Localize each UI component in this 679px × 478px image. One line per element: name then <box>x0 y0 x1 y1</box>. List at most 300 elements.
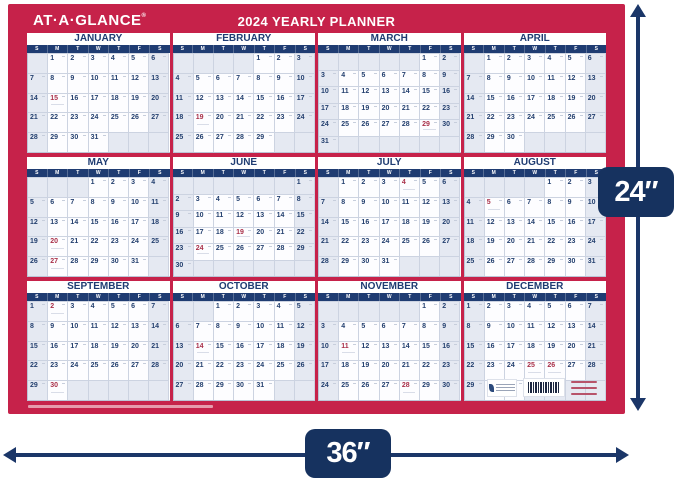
date-cell <box>295 132 315 152</box>
date-cell <box>194 93 214 113</box>
date-number: 29 <box>422 121 430 128</box>
date-number: 18 <box>527 342 535 350</box>
date-cell <box>295 360 315 380</box>
date-number: 6 <box>50 198 55 206</box>
date-cell <box>319 119 339 136</box>
date-number: 17 <box>70 342 79 350</box>
date-number: 14 <box>466 94 475 102</box>
date-cell <box>545 112 565 132</box>
date-cell <box>545 236 565 256</box>
date-number: 17 <box>506 342 515 350</box>
weekday-label: S <box>464 45 485 53</box>
date-cell <box>234 73 254 93</box>
weekday-label: T <box>68 169 89 177</box>
date-cell <box>109 73 129 93</box>
date-number: 11 <box>90 322 99 330</box>
date-number: 6 <box>175 322 180 330</box>
date-number: 24 <box>527 114 535 122</box>
date-cell <box>440 380 460 400</box>
date-number: 20 <box>215 114 224 122</box>
date-cell <box>234 112 254 132</box>
date-number: 6 <box>567 303 572 310</box>
arrow-right-icon <box>616 447 629 463</box>
date-cell <box>505 256 525 276</box>
date-number: 16 <box>70 94 79 102</box>
date-number: 29 <box>547 258 556 266</box>
date-cell <box>194 227 214 244</box>
date-cell <box>465 321 485 341</box>
date-cell <box>545 73 565 93</box>
weekday-label: W <box>380 293 401 301</box>
date-number: 17 <box>131 218 139 226</box>
date-cell <box>586 93 606 113</box>
date-cell <box>295 93 315 113</box>
date-number: 7 <box>236 74 241 82</box>
date-cell <box>174 380 194 400</box>
date-cell <box>339 103 359 120</box>
date-cell <box>89 341 109 361</box>
date-number: 1 <box>422 55 426 62</box>
date-cell <box>48 112 68 132</box>
date-cell <box>339 53 359 70</box>
date-cell <box>485 177 505 197</box>
date-number: 9 <box>175 212 180 219</box>
date-number: 25 <box>151 238 160 246</box>
date-number: 25 <box>215 245 224 252</box>
date-number: 23 <box>567 238 576 246</box>
date-cell <box>339 217 359 237</box>
date-number: 1 <box>341 179 346 186</box>
date-number: 9 <box>486 322 491 330</box>
date-cell <box>319 217 339 237</box>
date-cell <box>275 53 295 73</box>
date-cell <box>149 73 169 93</box>
date-cell <box>295 53 315 73</box>
month-january <box>27 33 170 153</box>
date-grid <box>173 53 316 153</box>
print-marks <box>487 377 597 398</box>
date-number: 19 <box>296 342 305 350</box>
date-cell <box>109 236 129 256</box>
date-cell <box>129 341 149 361</box>
date-cell <box>505 301 525 321</box>
date-cell <box>194 73 214 93</box>
date-cell <box>505 217 525 237</box>
weekday-header <box>464 293 607 301</box>
date-cell <box>214 260 234 277</box>
date-cell <box>440 360 460 380</box>
date-cell <box>48 360 68 380</box>
weekday-label: S <box>173 169 194 177</box>
date-cell <box>28 380 48 400</box>
date-cell <box>234 53 254 73</box>
date-number: 11 <box>110 74 119 82</box>
date-cell <box>129 177 149 197</box>
weekday-label: W <box>234 45 255 53</box>
date-cell <box>254 194 274 211</box>
date-number: 12 <box>296 322 305 330</box>
date-cell <box>465 132 485 152</box>
date-cell <box>174 243 194 260</box>
weekday-label: T <box>214 293 235 301</box>
date-number: 9 <box>110 198 115 206</box>
weekday-label: S <box>449 294 453 300</box>
date-cell <box>68 197 88 217</box>
date-number: 16 <box>50 342 58 350</box>
date-number: 28 <box>151 362 160 370</box>
weekday-header <box>27 169 170 177</box>
date-cell <box>194 194 214 211</box>
date-cell <box>545 53 565 73</box>
date-number: 25 <box>466 258 475 266</box>
date-number: 26 <box>296 362 305 370</box>
date-number: 20 <box>131 342 139 350</box>
date-cell <box>380 53 400 70</box>
date-cell <box>214 380 234 400</box>
weekday-label: M <box>339 45 360 53</box>
date-number: 18 <box>110 94 119 102</box>
month-september <box>27 281 170 401</box>
month-title: APRIL <box>464 33 607 45</box>
date-number: 11 <box>175 94 183 102</box>
date-number: 12 <box>422 198 430 206</box>
date-cell <box>68 53 88 73</box>
date-cell <box>68 360 88 380</box>
date-cell <box>505 53 525 73</box>
date-number: 28 <box>70 258 79 266</box>
date-cell <box>129 217 149 237</box>
date-cell <box>505 112 525 132</box>
date-number: 18 <box>466 238 475 246</box>
date-number: 7 <box>527 198 532 206</box>
date-number: 27 <box>442 238 451 246</box>
date-number: 29 <box>341 258 349 266</box>
date-cell <box>194 341 214 361</box>
date-cell <box>48 380 68 400</box>
date-cell <box>485 341 505 361</box>
date-number: 6 <box>381 322 386 330</box>
date-grid <box>173 177 316 277</box>
date-number: 8 <box>422 71 426 79</box>
month-october <box>173 281 316 401</box>
date-number: 3 <box>321 71 325 79</box>
weekday-header <box>27 45 170 53</box>
copyright-smudge <box>28 405 213 408</box>
date-cell <box>420 380 440 400</box>
date-cell <box>359 103 379 120</box>
date-cell <box>234 243 254 260</box>
date-cell <box>420 360 440 380</box>
date-cell <box>48 301 68 321</box>
date-cell <box>174 93 194 113</box>
date-number: 28 <box>195 382 204 390</box>
date-number: 15 <box>215 342 224 350</box>
weekday-label: M <box>193 293 214 301</box>
date-cell <box>129 360 149 380</box>
date-number: 8 <box>50 74 55 82</box>
weekday-label: M <box>48 293 69 301</box>
date-number: 22 <box>30 362 38 370</box>
date-number: 24 <box>131 238 139 246</box>
date-number: 21 <box>195 362 204 370</box>
date-cell <box>380 360 400 380</box>
weekday-label: W <box>234 169 255 177</box>
date-number: 5 <box>296 303 301 310</box>
date-number: 5 <box>131 55 135 62</box>
date-cell <box>420 236 440 256</box>
date-cell <box>465 341 485 361</box>
date-cell <box>109 53 129 73</box>
date-number: 24 <box>321 382 329 390</box>
date-cell <box>28 217 48 237</box>
date-cell <box>319 53 339 70</box>
weekday-label: S <box>27 293 48 301</box>
date-number: 3 <box>587 179 592 186</box>
date-cell <box>28 197 48 217</box>
month-title: MAY <box>27 157 170 169</box>
date-number: 13 <box>151 74 160 82</box>
weekday-label: S <box>594 170 598 176</box>
date-cell <box>68 301 88 321</box>
date-number: 13 <box>215 94 224 102</box>
weekday-label: T <box>109 293 130 301</box>
date-cell <box>234 260 254 277</box>
weekday-label: W <box>380 169 401 177</box>
date-number: 23 <box>110 238 119 246</box>
date-cell <box>505 73 525 93</box>
weekday-label: T <box>505 169 526 177</box>
date-number: 29 <box>90 258 99 266</box>
date-cell <box>339 86 359 103</box>
date-cell <box>275 177 295 194</box>
weekday-header <box>27 293 170 301</box>
date-number: 4 <box>341 71 346 79</box>
date-cell <box>254 227 274 244</box>
date-number: 3 <box>70 303 75 310</box>
date-number: 20 <box>587 94 596 102</box>
weekday-label: S <box>27 45 48 53</box>
date-number: 22 <box>422 104 430 112</box>
date-number: 10 <box>321 88 329 95</box>
date-cell <box>339 321 359 341</box>
date-cell <box>28 93 48 113</box>
planner-title: 2024 YEARLY PLANNER <box>237 14 396 29</box>
date-cell <box>485 321 505 341</box>
date-number: 19 <box>422 218 430 226</box>
date-cell <box>149 53 169 73</box>
weekday-label: T <box>505 45 526 53</box>
date-number: 1 <box>90 179 95 186</box>
date-number: 5 <box>422 179 426 186</box>
date-cell <box>566 217 586 237</box>
weekday-label: T <box>359 293 380 301</box>
date-cell <box>525 197 545 217</box>
date-cell <box>566 236 586 256</box>
date-number: 16 <box>442 88 451 95</box>
date-cell <box>109 217 129 237</box>
date-number: 18 <box>401 218 410 226</box>
date-cell <box>194 53 214 73</box>
date-number: 18 <box>175 114 184 122</box>
date-cell <box>380 217 400 237</box>
weekday-label: T <box>546 293 567 301</box>
date-number: 30 <box>175 261 184 269</box>
registered-mark: ® <box>141 13 147 19</box>
date-number: 30 <box>110 258 119 266</box>
date-number: 14 <box>151 322 160 330</box>
date-cell <box>319 197 339 217</box>
date-cell <box>380 256 400 276</box>
date-cell <box>566 73 586 93</box>
date-cell <box>109 197 129 217</box>
date-cell <box>319 103 339 120</box>
date-number: 22 <box>215 362 224 370</box>
date-cell <box>420 136 440 153</box>
date-cell <box>440 236 460 256</box>
date-cell <box>214 132 234 152</box>
date-number: 30 <box>567 258 576 266</box>
date-cell <box>380 119 400 136</box>
date-cell <box>254 210 274 227</box>
date-number: 23 <box>70 114 79 122</box>
date-number: 6 <box>131 303 135 310</box>
date-number: 22 <box>296 228 305 236</box>
date-cell <box>194 321 214 341</box>
date-number: 12 <box>486 218 495 226</box>
date-number: 16 <box>442 342 451 350</box>
date-cell <box>89 321 109 341</box>
date-cell <box>129 53 149 73</box>
date-cell <box>319 321 339 341</box>
date-cell <box>400 70 420 87</box>
date-cell <box>275 321 295 341</box>
date-grid <box>173 301 316 401</box>
date-cell <box>48 217 68 237</box>
date-cell <box>566 93 586 113</box>
date-cell <box>48 177 68 197</box>
date-cell <box>295 321 315 341</box>
date-number: 27 <box>175 382 184 390</box>
date-cell <box>109 256 129 276</box>
date-number: 5 <box>486 198 491 206</box>
date-number: 12 <box>110 322 119 330</box>
weekday-label: W <box>89 45 110 53</box>
date-cell <box>48 236 68 256</box>
date-number: 17 <box>321 362 329 370</box>
date-number: 30 <box>506 134 515 142</box>
date-number: 2 <box>567 179 572 186</box>
date-cell <box>89 197 109 217</box>
date-cell <box>400 53 420 70</box>
date-cell <box>295 112 315 132</box>
date-number: 30 <box>361 258 370 266</box>
date-number: 12 <box>131 74 139 82</box>
date-number: 12 <box>567 74 576 82</box>
date-cell <box>129 197 149 217</box>
date-cell <box>400 341 420 361</box>
date-cell <box>440 53 460 70</box>
date-cell <box>28 321 48 341</box>
weekday-label: M <box>48 45 69 53</box>
date-number: 14 <box>587 322 596 330</box>
date-cell <box>485 73 505 93</box>
date-cell <box>319 177 339 197</box>
date-number: 24 <box>381 238 390 246</box>
date-number: 11 <box>527 322 535 330</box>
date-number: 27 <box>567 362 576 370</box>
date-cell <box>319 360 339 380</box>
date-cell <box>586 217 606 237</box>
date-number: 11 <box>401 198 410 206</box>
date-cell <box>485 197 505 217</box>
date-number: 31 <box>321 137 329 145</box>
date-cell <box>295 227 315 244</box>
date-cell <box>440 217 460 237</box>
date-cell <box>440 177 460 197</box>
date-number: 1 <box>256 55 261 62</box>
date-number: 10 <box>381 198 390 206</box>
weekday-header <box>318 169 461 177</box>
date-number: 23 <box>442 362 451 370</box>
date-cell <box>440 197 460 217</box>
date-number: 29 <box>256 134 265 142</box>
weekday-label: S <box>173 293 194 301</box>
date-cell <box>109 112 129 132</box>
month-title: MARCH <box>318 33 461 45</box>
month-title: JULY <box>318 157 461 169</box>
date-number: 7 <box>30 74 34 82</box>
date-number: 24 <box>256 362 265 370</box>
date-cell <box>48 132 68 152</box>
date-number: 23 <box>175 245 184 252</box>
weekday-label: F <box>421 45 442 53</box>
date-cell <box>566 341 586 361</box>
date-number: 25 <box>547 114 556 122</box>
date-number: 28 <box>587 362 596 370</box>
weekday-label: F <box>421 293 442 301</box>
date-number: 23 <box>506 114 515 122</box>
date-number: 12 <box>195 94 204 102</box>
date-cell <box>214 341 234 361</box>
date-cell <box>420 177 440 197</box>
date-number: 8 <box>341 198 346 206</box>
month-june <box>173 157 316 277</box>
date-number: 9 <box>50 322 55 330</box>
date-cell <box>275 112 295 132</box>
date-cell <box>319 236 339 256</box>
date-cell <box>68 177 88 197</box>
date-cell <box>465 256 485 276</box>
date-number: 10 <box>506 322 515 330</box>
month-title: JANUARY <box>27 33 170 45</box>
month-november <box>318 281 461 401</box>
date-number: 15 <box>341 218 349 226</box>
date-number: 7 <box>321 198 325 206</box>
date-number: 10 <box>587 198 596 206</box>
date-cell <box>109 93 129 113</box>
date-cell <box>359 380 379 400</box>
date-number: 22 <box>50 114 58 122</box>
date-number: 4 <box>341 322 346 330</box>
date-cell <box>89 236 109 256</box>
date-cell <box>254 360 274 380</box>
date-cell <box>295 177 315 194</box>
date-cell <box>275 380 295 400</box>
brand-text: AT·A·GLANCE <box>33 12 142 29</box>
date-grid <box>318 53 461 153</box>
date-number: 28 <box>466 134 475 142</box>
date-number: 1 <box>466 303 471 310</box>
